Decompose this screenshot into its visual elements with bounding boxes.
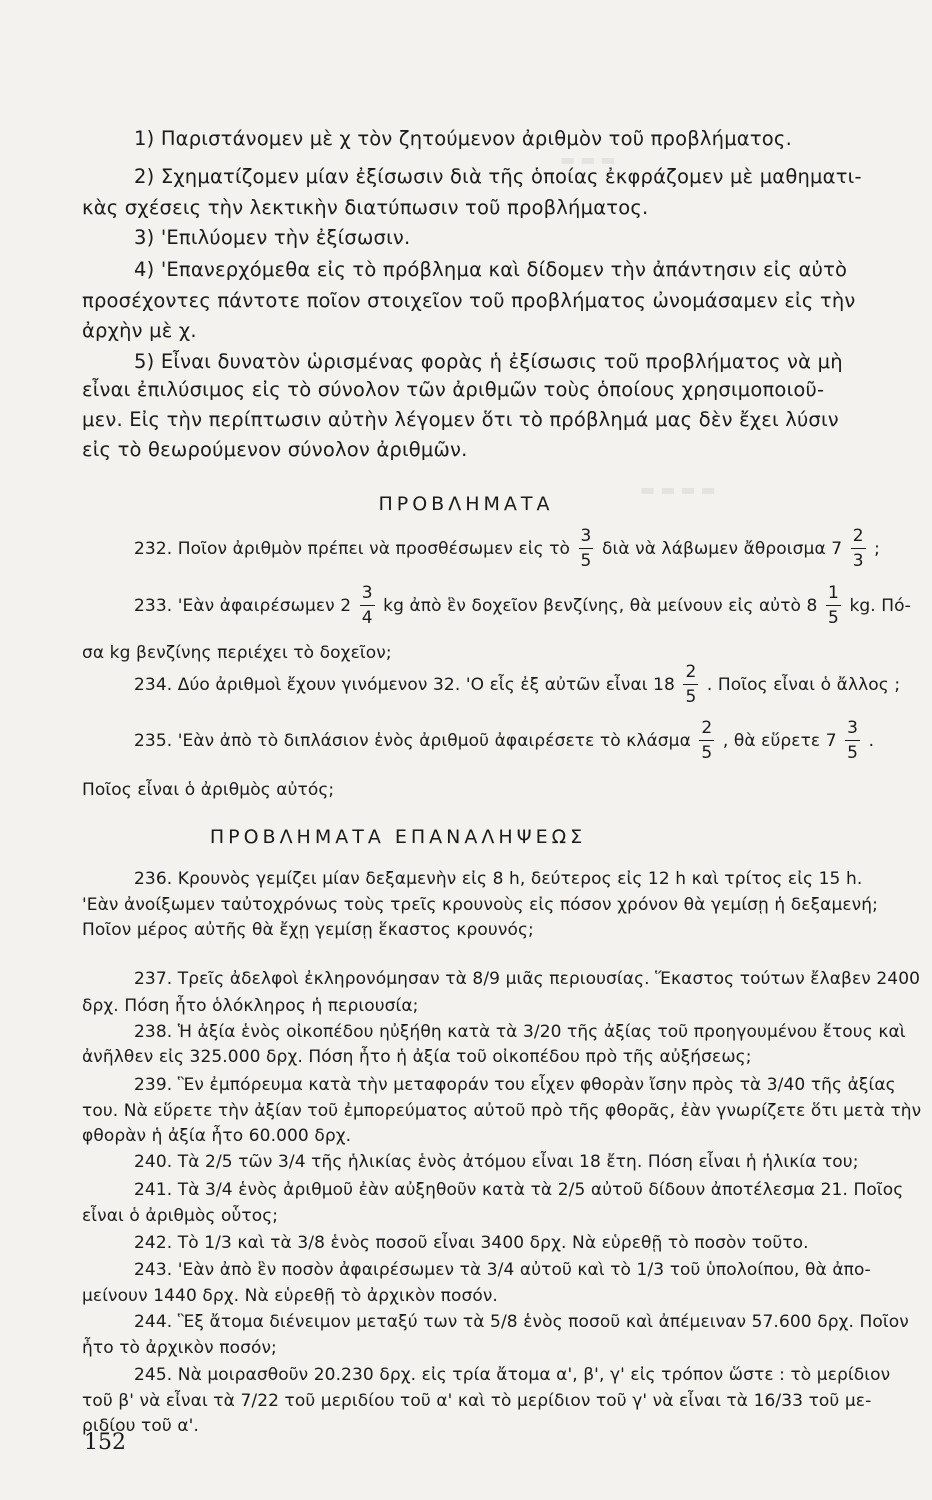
problem-235-text-c: .: [868, 731, 875, 751]
problem-235-text-a: 235. 'Εὰν ἀπὸ τὸ διπλάσιον ἑνὸς ἀριθμοῦ ἀφαιρέσετε τὸ κλάσμα: [134, 731, 691, 751]
review-line: ἦτο τὸ ἀρχικὸν ποσόν;: [82, 1338, 277, 1358]
step-2-line-1: 2) Σχηματίζομεν μίαν ἐξίσωσιν διὰ τῆς ὁποίας ἐκφράζομεν μὲ μαθηματι-: [134, 165, 862, 188]
fraction-2-3: [851, 528, 866, 570]
section-heading-review-problems: ΠΡΟΒΛΗΜΑΤΑ ΕΠΑΝΑΛΗΨΕΩΣ: [209, 826, 587, 848]
review-line: 238. Ἡ ἀξία ἑνὸς οἰκοπέδου ηὐξήθη κατὰ τὰ 3/20 τῆς ἀξίας τοῦ προηγουμένου ἔτους καὶ: [134, 1022, 906, 1042]
review-line: δρχ. Πόση ἦτο ὁλόκληρος ἡ περιουσία;: [82, 996, 419, 1016]
review-line: φθορὰν ἡ ἀξία ἦτο 60.000 δρχ.: [82, 1126, 352, 1146]
fraction-denominator: 4: [361, 608, 373, 628]
review-line: τοῦ β' νὰ εἶναι τὰ 7/22 τοῦ μεριδίου τοῦ α' καὶ τὸ μερίδιον τοῦ γ' νὰ εἶναι τὰ 16/33 τοῦ με-: [82, 1391, 872, 1411]
problem-232-text-b: διὰ νὰ λάβωμεν ἄθροισμα 7: [601, 539, 843, 559]
step-4-line-1: 4) 'Επανερχόμεθα εἰς τὸ πρόβλημα καὶ δίδομεν τὴν ἀπάντησιν εἰς αὐτὸ: [134, 258, 848, 281]
fraction-numerator: 1: [826, 585, 841, 606]
step-5-line-1: 5) Εἶναι δυνατὸν ὡρισμένας φορὰς ἡ ἐξίσωσις τοῦ προβλήματος νὰ μὴ: [134, 350, 843, 373]
review-line: 240. Τὰ 2/5 τῶν 3/4 τῆς ἡλικίας ἑνὸς ἀτόμου εἶναι 18 ἔτη. Πόση εἶναι ἡ ἡλικία του;: [134, 1152, 859, 1172]
fraction-numerator: 2: [683, 664, 698, 685]
fraction-3-5: [579, 528, 594, 570]
problem-235-line-2: Ποῖος εἶναι ὁ ἀριθμὸς αὐτός;: [82, 780, 335, 800]
step-5-line-2: εἶναι ἐπιλύσιμος εἰς τὸ σύνολον τῶν ἀριθμῶν τοὺς ὁποίους χρησιμοποιοῦ-: [82, 378, 825, 401]
step-4-line-2: προσέχοντες πάντοτε ποῖον στοιχεῖον τοῦ προβλήματος ὠνομάσαμεν εἰς τὴν: [82, 289, 856, 312]
problem-234-text-a: 234. Δύο ἀριθμοὶ ἔχουν γινόμενον 32. 'Ο εἷς ἐξ αὐτῶν εἶναι 18: [134, 675, 675, 695]
step-1: 1) Παριστάνομεν μὲ χ τὸν ζητούμενον ἀριθμὸν τοῦ προβλήματος.: [134, 127, 792, 150]
page-number: 152: [84, 1430, 126, 1455]
review-line: 243. 'Εὰν ἀπὸ ἓν ποσὸν ἀφαιρέσωμεν τὰ 3/4 αὐτοῦ καὶ τὸ 1/3 τοῦ ὑπολοίπου, θὰ ἀπο-: [134, 1260, 871, 1280]
fraction-numerator: 2: [851, 528, 866, 549]
fraction-denominator: 5: [685, 687, 697, 707]
fraction-1-5: [826, 585, 841, 627]
review-line: του. Νὰ εὕρετε τὴν ἀξίαν τοῦ ἐμπορεύματος αὐτοῦ πρὸ τῆς φθορᾶς, ἐὰν γνωρίζετε ὅτι μετὰ τὴν: [82, 1101, 922, 1121]
fraction-numerator: 2: [699, 720, 714, 741]
step-5-line-4: εἰς τὸ θεωρούμενον σύνολον ἀριθμῶν.: [82, 438, 468, 461]
bleed-through-mark: ▬ ▬ ▬ ▬: [640, 480, 716, 499]
step-3: 3) 'Επιλύομεν τὴν ἐξίσωσιν.: [134, 226, 411, 249]
fraction-3-4: [360, 585, 375, 627]
fraction-denominator: 5: [580, 551, 592, 571]
review-line: εἶναι ὁ ἀριθμὸς οὗτος;: [82, 1206, 279, 1226]
fraction-3-5: [845, 720, 860, 762]
fraction-denominator: 3: [852, 551, 864, 571]
section-heading-problems: ΠΡΟΒΛΗΜΑΤΑ: [378, 493, 554, 515]
problem-233-text-c: kg. Πό-: [849, 596, 911, 616]
fraction-numerator: 3: [360, 585, 375, 606]
problem-232: [82, 528, 924, 570]
fraction-denominator: 5: [701, 743, 713, 763]
problem-234-text-b: . Ποῖος εἶναι ὁ ἄλλος ;: [706, 675, 901, 695]
bleed-through-mark: ▬ ▬ ▬: [560, 150, 616, 169]
problem-233-line-2: σα kg βενζίνης περιέχει τὸ δοχεῖον;: [82, 643, 392, 663]
review-line: 241. Τὰ 3/4 ἑνὸς ἀριθμοῦ ἐὰν αὐξηθοῦν κατὰ τὰ 2/5 αὐτοῦ δίδουν ἀποτέλεσμα 21. Ποῖος: [134, 1180, 904, 1200]
problem-233-text-b: kg ἀπὸ ἓν δοχεῖον βενζίνης, θὰ μείνουν εἰς αὐτὸ 8: [383, 596, 818, 616]
fraction-2-5: [683, 664, 698, 706]
step-5-line-3: μεν. Εἰς τὴν περίπτωσιν αὐτὴν λέγομεν ὅτι τὸ πρόβλημά μας δὲν ἔχει λύσιν: [82, 408, 839, 431]
review-line: 245. Νὰ μοιρασθοῦν 20.230 δρχ. εἰς τρία ἄτομα α', β', γ' εἰς τρόπον ὥστε : τὸ μερίδιον: [134, 1365, 891, 1385]
review-line: 237. Τρεῖς ἀδελφοὶ ἐκληρονόμησαν τὰ 8/9 μιᾶς περιουσίας. Ἕκαστος τούτων ἔλαβεν 2400: [134, 969, 921, 989]
fraction-denominator: 5: [828, 608, 839, 628]
fraction-numerator: 3: [845, 720, 860, 741]
fraction-denominator: 5: [847, 743, 859, 763]
fraction-2-5: [699, 720, 714, 762]
problem-235: [82, 720, 924, 762]
problem-235-text-b: , θὰ εὕρετε 7: [722, 731, 837, 751]
review-line: Ποῖον μέρος αὐτῆς θὰ ἔχῃ γεμίσῃ ἕκαστος κρουνός;: [82, 920, 534, 940]
review-line: 'Εὰν ἀνοίξωμεν ταὐτοχρόνως τοὺς τρεῖς κρουνοὺς εἰς πόσον χρόνον θὰ γεμίσῃ ἡ δεξαμενή;: [82, 895, 878, 915]
problem-232-text-a: 232. Ποῖον ἀριθμὸν πρέπει νὰ προσθέσωμεν εἰς τὸ: [134, 539, 571, 559]
review-line: 242. Τὸ 1/3 καὶ τὰ 3/8 ἑνὸς ποσοῦ εἶναι 3400 δρχ. Νὰ εὑρεθῇ τὸ ποσὸν τοῦτο.: [134, 1233, 809, 1253]
review-line: 244. Ἓξ ἄτομα διένειμον μεταξύ των τὰ 5/8 ἑνὸς ποσοῦ καὶ ἀπέμειναν 57.600 δρχ. Ποῖον: [134, 1312, 909, 1332]
problem-233: [82, 585, 924, 627]
problem-232-text-c: ;: [874, 539, 880, 559]
review-line: 236. Κρουνὸς γεμίζει μίαν δεξαμενὴν εἰς 8 h, δεύτερος εἰς 12 h καὶ τρίτος εἰς 15 h.: [134, 869, 863, 889]
step-4-line-3: ἀρχὴν μὲ χ.: [82, 319, 197, 342]
review-line: μείνουν 1440 δρχ. Νὰ εὑρεθῇ τὸ ἀρχικὸν ποσόν.: [82, 1286, 498, 1306]
problem-234: [82, 664, 924, 706]
problem-233-text-a: 233. 'Εὰν ἀφαιρέσωμεν 2: [134, 596, 352, 616]
review-line: ριδίου τοῦ α'.: [82, 1416, 199, 1436]
review-line: 239. Ἓν ἐμπόρευμα κατὰ τὴν μεταφοράν του εἶχεν φθορὰν ἴσην πρὸς τὰ 3/40 τῆς ἀξίας: [134, 1075, 896, 1095]
step-2-line-2: κὰς σχέσεις τὴν λεκτικὴν διατύπωσιν τοῦ προβλήματος.: [82, 196, 649, 219]
fraction-numerator: 3: [579, 528, 594, 549]
review-line: ἀνῆλθεν εἰς 325.000 δρχ. Πόση ἦτο ἡ ἀξία τοῦ οἰκοπέδου πρὸ τῆς αὐξήσεως;: [82, 1047, 752, 1067]
